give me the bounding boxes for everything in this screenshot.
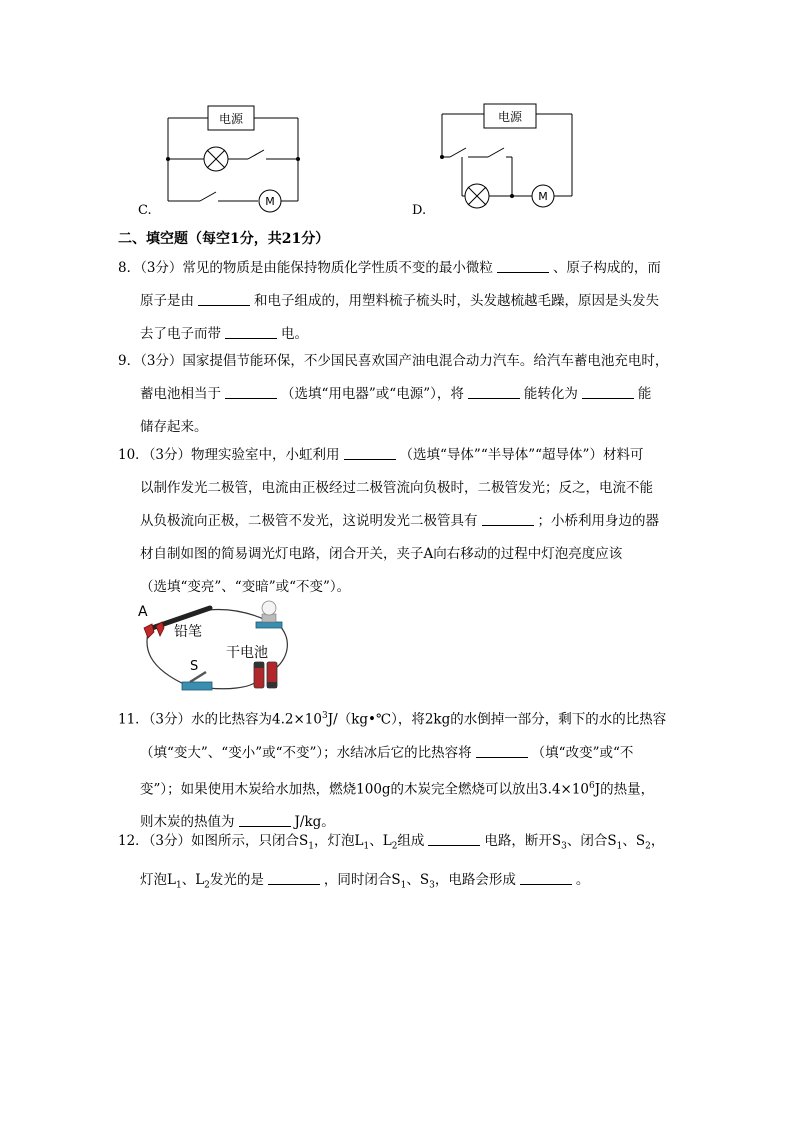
switch-icon xyxy=(200,192,216,201)
question-number: 9． xyxy=(118,353,141,369)
question-number: 8． xyxy=(118,260,141,276)
answer-blank[interactable] xyxy=(268,884,320,885)
circuit-diagram-c xyxy=(160,100,310,215)
answer-blank[interactable] xyxy=(482,525,534,526)
bulb-icon xyxy=(262,601,276,615)
answer-blank[interactable] xyxy=(225,338,277,339)
switch-icon xyxy=(488,148,504,157)
clip-icon xyxy=(144,624,154,638)
answer-blank[interactable] xyxy=(344,459,396,460)
motor-label: M xyxy=(538,190,548,203)
section-title: 二、填空题（每空1分，共21分） xyxy=(118,231,330,247)
answer-blank[interactable] xyxy=(428,845,480,846)
power-source-label: 电源 xyxy=(218,112,244,126)
pencil-label: 铅笔 xyxy=(174,624,202,640)
option-d-label: D. xyxy=(412,203,427,218)
question-number: 12． xyxy=(118,833,149,849)
question-10: 10．（3分）物理实验室中，小虹利用 （选填“导体”“半导体”“超导体”）材料可 以制作发光二极管，电流由正极经过二极管流向负极时，二极管发光；反之，电流不能 从负极流向正极，二极管不发光，这说明发光二极管具有 ；小桥利用身边的器 材自制如图的简易调光灯电路，闭合开关，夹子A向右移动的过程中灯泡亮度应该 （选填“变亮”、“变暗”或“不变”）。 xyxy=(118,447,659,595)
question-11: 11．（3分）水的比热容为$4.2\times 10^3J/(kg•℃)$，将2kg的水倒掉一部分，剩下的水的比热容 （填“变大”、“变小”或“不变”）；水结冰后它的比热容将 （填“改变”或“不 变”）；如果使用木炭给水加热，燃烧100g的木炭完全燃烧可以放出$3.4\times 10^6J$的热量， 则木炭的热值为 J/kg。 xyxy=(118,711,667,830)
switch-s-label: S xyxy=(190,659,199,674)
answer-blank[interactable] xyxy=(198,305,250,306)
switch-icon xyxy=(450,148,466,157)
answer-blank[interactable] xyxy=(476,757,528,758)
battery-label: 干电池 xyxy=(226,645,268,661)
question-9: 9．（3分）国家提倡节能环保，不少国民喜欢国产油电混合动力汽车。给汽车蓄电池充电时， 蓄电池相当于 （选填“用电器”或“电源”），将 能转化为 能 储存起来。 xyxy=(118,353,669,435)
question-number: 10． xyxy=(118,447,149,463)
power-source-label: 电源 xyxy=(497,110,523,124)
answer-blank[interactable] xyxy=(520,884,572,885)
question-8: 8．（3分）常见的物质是由能保持物质化学性质不变的最小微粒 、原子构成的，而 原子是由 和电子组成的，用塑料梳子梳头时，头发越梳越毛躁，原因是头发失 去了电子而带 电。 xyxy=(118,260,661,342)
answer-blank[interactable] xyxy=(225,398,277,399)
question-number: 11． xyxy=(118,711,149,728)
question-12: 12．（3分）如图所示，只闭合$S_1$，灯泡$L_1$、$L_2$组成 电路，断开$S_3$、闭合$S_1$、$S_2$， 灯泡$L_1$、$L_2$发光的是 ，同时闭合$S_1$、$S_3$，电路会形成 。 xyxy=(118,833,665,891)
answer-blank[interactable] xyxy=(497,272,549,273)
answer-blank[interactable] xyxy=(582,398,634,399)
switch-icon xyxy=(248,150,264,159)
circuit-diagram-d xyxy=(432,98,582,216)
motor-label: M xyxy=(265,195,275,208)
dimmer-circuit-figure xyxy=(138,598,294,696)
answer-blank[interactable] xyxy=(468,398,520,399)
clip-a-label: A xyxy=(138,604,148,620)
option-c-label: C. xyxy=(138,203,152,218)
